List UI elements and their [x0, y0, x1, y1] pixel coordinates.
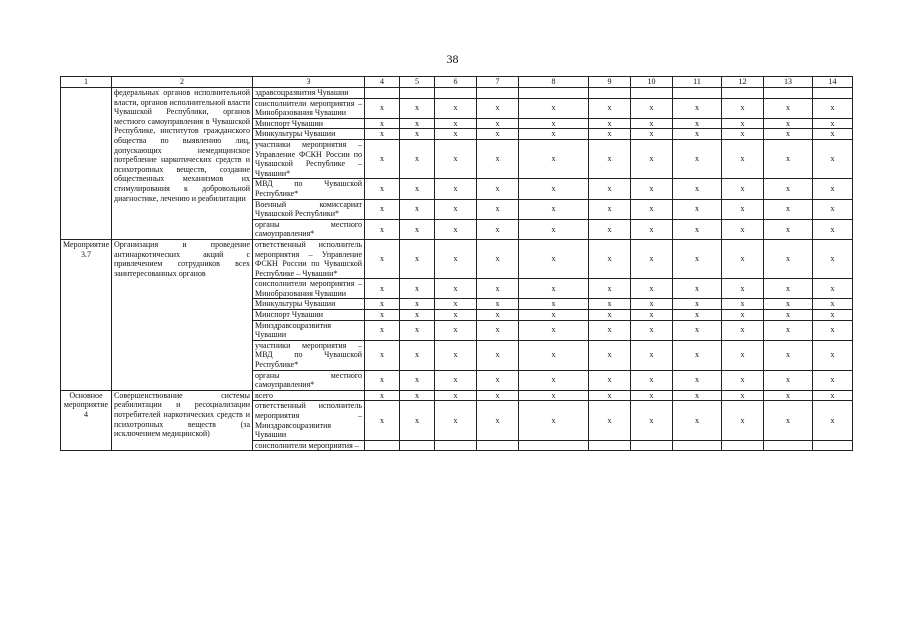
x-mark: x: [435, 219, 477, 239]
empty-cell: [589, 440, 631, 451]
x-mark: x: [631, 370, 673, 390]
x-mark: x: [365, 299, 400, 310]
empty-cell: [435, 440, 477, 451]
x-mark: x: [813, 118, 853, 129]
x-mark: x: [722, 390, 764, 401]
x-mark: x: [722, 118, 764, 129]
x-mark: x: [519, 340, 589, 370]
x-mark: x: [764, 219, 813, 239]
x-mark: x: [813, 179, 853, 199]
x-mark: x: [589, 310, 631, 321]
x-mark: x: [764, 179, 813, 199]
x-mark: x: [365, 370, 400, 390]
executor-cell: МВД по Чувашской Республике*: [253, 179, 365, 199]
x-mark: x: [631, 299, 673, 310]
x-mark: x: [722, 279, 764, 299]
x-mark: x: [813, 139, 853, 178]
x-mark: x: [813, 129, 853, 140]
x-mark: x: [673, 239, 722, 278]
x-mark: x: [813, 239, 853, 278]
executor-cell: органы местного самоуправления*: [253, 219, 365, 239]
x-mark: x: [631, 320, 673, 340]
x-mark: x: [400, 98, 435, 118]
column-header: 1: [61, 77, 112, 88]
x-mark: x: [764, 340, 813, 370]
x-mark: x: [673, 299, 722, 310]
x-mark: x: [400, 401, 435, 440]
x-mark: x: [589, 98, 631, 118]
x-mark: x: [673, 340, 722, 370]
executor-cell: соисполнители мероприятия – Минобразования Чувашии: [253, 98, 365, 118]
x-mark: x: [519, 299, 589, 310]
executor-cell: Минздравсоцразвития Чувашии: [253, 320, 365, 340]
event-code: [61, 88, 112, 240]
x-mark: x: [631, 239, 673, 278]
column-header: 11: [673, 77, 722, 88]
x-mark: x: [673, 199, 722, 219]
x-mark: x: [631, 118, 673, 129]
x-mark: x: [400, 219, 435, 239]
column-header: 7: [477, 77, 519, 88]
column-header: 13: [764, 77, 813, 88]
x-mark: x: [764, 310, 813, 321]
table-row: [61, 390, 853, 401]
x-mark: x: [631, 310, 673, 321]
x-mark: x: [673, 118, 722, 129]
x-mark: x: [400, 118, 435, 129]
x-mark: x: [813, 310, 853, 321]
empty-cell: [673, 440, 722, 451]
x-mark: x: [813, 98, 853, 118]
x-mark: x: [435, 401, 477, 440]
header-row: [61, 77, 853, 88]
empty-cell: [722, 88, 764, 99]
x-mark: x: [477, 390, 519, 401]
x-mark: x: [631, 401, 673, 440]
x-mark: x: [435, 239, 477, 278]
x-mark: x: [477, 370, 519, 390]
x-mark: x: [631, 98, 673, 118]
table-row: [61, 239, 853, 278]
x-mark: x: [365, 129, 400, 140]
x-mark: x: [477, 98, 519, 118]
x-mark: x: [631, 279, 673, 299]
x-mark: x: [365, 199, 400, 219]
empty-cell: [477, 88, 519, 99]
x-mark: x: [722, 310, 764, 321]
x-mark: x: [477, 129, 519, 140]
column-header: 8: [519, 77, 589, 88]
x-mark: x: [435, 320, 477, 340]
empty-cell: [365, 88, 400, 99]
x-mark: x: [813, 219, 853, 239]
x-mark: x: [365, 139, 400, 178]
empty-cell: [764, 440, 813, 451]
x-mark: x: [365, 401, 400, 440]
x-mark: x: [589, 219, 631, 239]
x-mark: x: [519, 129, 589, 140]
column-header: 2: [112, 77, 253, 88]
x-mark: x: [519, 310, 589, 321]
executor-cell: всего: [253, 390, 365, 401]
x-mark: x: [400, 199, 435, 219]
empty-cell: [400, 440, 435, 451]
x-mark: x: [477, 279, 519, 299]
x-mark: x: [631, 129, 673, 140]
x-mark: x: [673, 179, 722, 199]
x-mark: x: [435, 179, 477, 199]
x-mark: x: [435, 299, 477, 310]
x-mark: x: [589, 199, 631, 219]
x-mark: x: [764, 139, 813, 178]
page-number: 38: [446, 52, 459, 66]
x-mark: x: [365, 179, 400, 199]
x-mark: x: [813, 199, 853, 219]
x-mark: x: [764, 118, 813, 129]
column-header: 9: [589, 77, 631, 88]
x-mark: x: [477, 199, 519, 219]
x-mark: x: [764, 98, 813, 118]
x-mark: x: [589, 139, 631, 178]
x-mark: x: [435, 310, 477, 321]
x-mark: x: [400, 299, 435, 310]
event-code: Мероприятие 3.7: [61, 239, 112, 390]
x-mark: x: [477, 118, 519, 129]
x-mark: x: [435, 199, 477, 219]
empty-cell: [365, 440, 400, 451]
empty-cell: [722, 440, 764, 451]
x-mark: x: [813, 320, 853, 340]
x-mark: x: [400, 279, 435, 299]
x-mark: x: [365, 98, 400, 118]
x-mark: x: [764, 390, 813, 401]
x-mark: x: [519, 219, 589, 239]
x-mark: x: [631, 179, 673, 199]
x-mark: x: [813, 279, 853, 299]
x-mark: x: [365, 310, 400, 321]
x-mark: x: [477, 179, 519, 199]
x-mark: x: [673, 219, 722, 239]
x-mark: x: [722, 98, 764, 118]
column-header: 4: [365, 77, 400, 88]
empty-cell: [631, 440, 673, 451]
x-mark: x: [365, 320, 400, 340]
x-mark: x: [435, 139, 477, 178]
x-mark: x: [589, 390, 631, 401]
empty-cell: [435, 88, 477, 99]
x-mark: x: [722, 129, 764, 140]
executor-cell: соисполнители мероприятия – Минобразования Чувашии: [253, 279, 365, 299]
x-mark: x: [435, 279, 477, 299]
table-row: [61, 88, 853, 99]
x-mark: x: [400, 390, 435, 401]
column-header: 5: [400, 77, 435, 88]
empty-cell: [673, 88, 722, 99]
x-mark: x: [813, 299, 853, 310]
event-code: Основное мероприятие 4: [61, 390, 112, 451]
x-mark: x: [764, 299, 813, 310]
executor-cell: участники мероприятия – Управление ФСКН России по Чувашской Республике – Чувашии*: [253, 139, 365, 178]
x-mark: x: [435, 98, 477, 118]
x-mark: x: [365, 279, 400, 299]
x-mark: x: [400, 370, 435, 390]
x-mark: x: [519, 370, 589, 390]
x-mark: x: [673, 310, 722, 321]
column-header: 3: [253, 77, 365, 88]
x-mark: x: [589, 370, 631, 390]
x-mark: x: [764, 401, 813, 440]
executor-cell: органы местного самоуправления*: [253, 370, 365, 390]
x-mark: x: [519, 139, 589, 178]
x-mark: x: [519, 401, 589, 440]
x-mark: x: [589, 179, 631, 199]
x-mark: x: [673, 139, 722, 178]
x-mark: x: [722, 219, 764, 239]
x-mark: x: [365, 340, 400, 370]
x-mark: x: [722, 179, 764, 199]
x-mark: x: [673, 98, 722, 118]
x-mark: x: [673, 401, 722, 440]
x-mark: x: [400, 239, 435, 278]
x-mark: x: [519, 179, 589, 199]
x-mark: x: [722, 199, 764, 219]
x-mark: x: [589, 118, 631, 129]
x-mark: x: [519, 279, 589, 299]
x-mark: x: [365, 219, 400, 239]
empty-cell: [400, 88, 435, 99]
empty-cell: [519, 88, 589, 99]
x-mark: x: [477, 401, 519, 440]
x-mark: x: [477, 310, 519, 321]
x-mark: x: [631, 219, 673, 239]
x-mark: x: [519, 320, 589, 340]
event-description: федеральных органов исполнительной власти, органов исполнительной власти Чувашской Республики, органов местного самоуправления в Чувашской Республике, институтов гражданского общества по выявлению лиц, допускающих немедицинское потребление наркотических средств и психотропных веществ, создание общественных механизмов их стимулирования к добровольной диагностике, лечению и реабилитации: [112, 88, 253, 240]
x-mark: x: [722, 239, 764, 278]
empty-cell: [764, 88, 813, 99]
empty-cell: [631, 88, 673, 99]
x-mark: x: [477, 239, 519, 278]
x-mark: x: [519, 199, 589, 219]
x-mark: x: [631, 139, 673, 178]
x-mark: x: [722, 320, 764, 340]
executor-cell: соисполнители мероприятия –: [253, 440, 365, 451]
x-mark: x: [589, 129, 631, 140]
executor-cell: Минкультуры Чувашии: [253, 129, 365, 140]
x-mark: x: [519, 118, 589, 129]
empty-cell: [813, 88, 853, 99]
empty-cell: [477, 440, 519, 451]
empty-cell: [589, 88, 631, 99]
x-mark: x: [365, 118, 400, 129]
x-mark: x: [722, 340, 764, 370]
empty-cell: [813, 440, 853, 451]
column-header: 10: [631, 77, 673, 88]
x-mark: x: [764, 370, 813, 390]
x-mark: x: [722, 139, 764, 178]
column-header: 12: [722, 77, 764, 88]
executor-cell: Минспорт Чувашии: [253, 310, 365, 321]
x-mark: x: [519, 239, 589, 278]
column-header: 14: [813, 77, 853, 88]
x-mark: x: [813, 401, 853, 440]
x-mark: x: [673, 390, 722, 401]
events-table: [60, 76, 853, 451]
x-mark: x: [673, 370, 722, 390]
x-mark: x: [589, 320, 631, 340]
x-mark: x: [589, 239, 631, 278]
x-mark: x: [477, 219, 519, 239]
x-mark: x: [673, 279, 722, 299]
x-mark: x: [400, 340, 435, 370]
x-mark: x: [400, 310, 435, 321]
x-mark: x: [435, 390, 477, 401]
executor-cell: участники мероприятия – МВД по Чувашской Республике*: [253, 340, 365, 370]
x-mark: x: [764, 279, 813, 299]
x-mark: x: [764, 199, 813, 219]
empty-cell: [519, 440, 589, 451]
x-mark: x: [400, 139, 435, 178]
x-mark: x: [400, 320, 435, 340]
x-mark: x: [589, 299, 631, 310]
x-mark: x: [477, 139, 519, 178]
executor-cell: Военный комиссариат Чувашской Республики*: [253, 199, 365, 219]
x-mark: x: [365, 390, 400, 401]
x-mark: x: [435, 118, 477, 129]
executor-cell: Минкультуры Чувашии: [253, 299, 365, 310]
x-mark: x: [722, 401, 764, 440]
x-mark: x: [435, 370, 477, 390]
x-mark: x: [813, 370, 853, 390]
event-description: Совершенствование системы реабилитации и ресоциализации потребителей наркотических средств и психотропных веществ (за исключением медицинской): [112, 390, 253, 451]
x-mark: x: [519, 390, 589, 401]
x-mark: x: [477, 299, 519, 310]
x-mark: x: [764, 239, 813, 278]
x-mark: x: [589, 401, 631, 440]
x-mark: x: [589, 340, 631, 370]
x-mark: x: [631, 390, 673, 401]
executor-cell: здравсоцразвития Чувашии: [253, 88, 365, 99]
event-description: Организация и проведение антинаркотических акций с привлечением сотрудников всех заинтересованных органов: [112, 239, 253, 390]
x-mark: x: [722, 370, 764, 390]
x-mark: x: [519, 98, 589, 118]
x-mark: x: [631, 340, 673, 370]
x-mark: x: [673, 129, 722, 140]
executor-cell: ответственный исполнитель мероприятия – Минздравсоцразвития Чувашии: [253, 401, 365, 440]
x-mark: x: [631, 199, 673, 219]
executor-cell: ответственный исполнитель мероприятия – Управление ФСКН России по Чувашской Республике – Чувашии*: [253, 239, 365, 278]
x-mark: x: [813, 390, 853, 401]
x-mark: x: [435, 129, 477, 140]
x-mark: x: [400, 179, 435, 199]
x-mark: x: [589, 279, 631, 299]
x-mark: x: [764, 320, 813, 340]
x-mark: x: [722, 299, 764, 310]
x-mark: x: [813, 340, 853, 370]
executor-cell: Минспорт Чувашии: [253, 118, 365, 129]
x-mark: x: [435, 340, 477, 370]
x-mark: x: [764, 129, 813, 140]
x-mark: x: [400, 129, 435, 140]
x-mark: x: [477, 320, 519, 340]
x-mark: x: [477, 340, 519, 370]
x-mark: x: [365, 239, 400, 278]
column-header: 6: [435, 77, 477, 88]
x-mark: x: [673, 320, 722, 340]
